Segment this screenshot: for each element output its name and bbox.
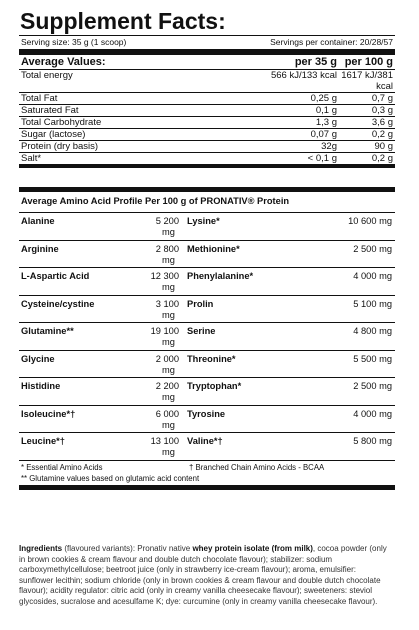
nutrient-per-100g [339, 70, 395, 93]
amino-value-left-number: 3 100 [155, 298, 179, 309]
amino-name-right: Phenylalanine* [187, 271, 254, 281]
nutrition-row [19, 105, 395, 117]
amino-row [19, 241, 395, 269]
amino-name-left: L-Aspartic Acid [21, 271, 90, 281]
supplement-facts-panel [19, 8, 395, 168]
nutrition-row [19, 129, 395, 141]
nutrient-name: Total Fat [19, 93, 220, 105]
amino-value-left-unit: mg [162, 282, 175, 292]
amino-name-right: Tyrosine [187, 408, 226, 419]
amino-row [19, 406, 395, 434]
nutrient-per-100g: 90 g [339, 141, 395, 153]
amino-value-right: 2 500 mg [353, 381, 392, 391]
nutrient-name: Sugar (lactose) [19, 129, 220, 141]
nutrient-per-serving: 32g [220, 141, 339, 153]
amino-value-right: 4 000 mg [353, 271, 392, 281]
amino-name-left: Glycine [21, 353, 55, 364]
amino-value-left-number: 19 100 [150, 326, 179, 336]
nutrient-name: Salt* [19, 153, 220, 167]
nutrition-header-row [19, 55, 395, 70]
nutrient-per-100g: 3,6 g [339, 117, 395, 129]
nutrient-per-100g: 0,7 g [339, 93, 395, 105]
nutrition-row [19, 117, 395, 129]
bcaa-note: † Branched Chain Amino Acids - BCAA [189, 462, 325, 472]
amino-name-left: Glutamine** [21, 326, 74, 336]
amino-value-left [125, 296, 184, 323]
average-values-label: Average Values: [19, 55, 220, 70]
amino-value-left [125, 268, 184, 295]
amino-row [19, 296, 395, 324]
col-per-serving: per 35 g [220, 55, 339, 70]
col-per-100g: per 100 g [339, 55, 395, 70]
amino-value-left-number: 2 000 [155, 353, 179, 364]
amino-value-right: 5 500 mg [353, 353, 392, 364]
nutrient-per-serving: 0,25 g [220, 93, 339, 105]
amino-value-right: 2 500 mg [353, 243, 392, 254]
ingredients-rest: , cocoa powder (only in brown cookies & cream flavour and double dutch chocolate flavour); stabilizer: sodium carboxymethylcellulose; beetroot juice (only in strawberry ice-cream flavour); aroma, emulsifier: sunflower lecithin; sodium chloride (only in brown cookies & cream flavour and double dutch chocolate flavour); acidity regulator: citric acid (only in creamy vanilla cheesecake flavour); sweeteners: steviol glycosides, sucralose and acesulfame K; dye: curcumine (only in creamy vanilla cheesecake flavour). [19, 544, 387, 606]
nutrient-name: Protein (dry basis) [19, 141, 220, 153]
amino-value-left [125, 378, 184, 405]
amino-value-left-unit: mg [162, 419, 175, 430]
amino-acid-table [19, 213, 395, 461]
amino-value-left-unit: mg [162, 337, 175, 347]
amino-name-left: Isoleucine*† [21, 408, 76, 419]
ingredients-label: Ingredients [19, 544, 63, 553]
panel-title: Supplement Facts: [19, 8, 395, 36]
ingredients-bold: whey protein isolate (from milk) [192, 544, 313, 553]
amino-row [19, 351, 395, 379]
amino-name-right: Valine*† [187, 436, 223, 446]
amino-name-right: Methionine* [187, 243, 240, 254]
amino-name-right: Tryptophan* [187, 381, 242, 391]
amino-name-left: Histidine [21, 381, 61, 391]
nutrient-per-100g: 0,2 g [339, 153, 395, 167]
serving-size: Serving size: 35 g (1 scoop) [21, 37, 127, 47]
nutrient-per-serving: 0,07 g [220, 129, 339, 141]
notes-line [21, 462, 393, 473]
nutrient-name: Total energy [19, 70, 220, 93]
essential-note: * Essential Amino Acids [21, 462, 103, 472]
amino-value-left [125, 323, 184, 350]
amino-value-left [125, 351, 184, 378]
glutamine-note: ** Glutamine values based on glutamic acid content [21, 473, 200, 483]
servings-per-container: Servings per container: 20/28/57 [270, 37, 393, 47]
nutrient-name: Total Carbohydrate [19, 117, 220, 129]
amino-row [19, 268, 395, 296]
nutrition-row [19, 153, 395, 167]
amino-name-left: Arginine [21, 243, 59, 254]
amino-value-left-number: 6 000 [155, 408, 179, 419]
amino-value-left [125, 241, 184, 268]
nutrition-table [19, 55, 395, 168]
amino-row [19, 378, 395, 406]
nutrient-per-100g: 0,2 g [339, 129, 395, 141]
amino-row [19, 213, 395, 241]
amino-value-left-unit: mg [162, 254, 175, 265]
amino-value-left-number: 5 200 [155, 216, 179, 226]
nutrient-per-serving: 0,1 g [220, 105, 339, 117]
amino-value-left-unit: mg [162, 392, 175, 402]
amino-value-right: 4 800 mg [353, 326, 392, 336]
amino-value-right: 5 100 mg [353, 298, 392, 309]
amino-value-left-number: 2 800 [155, 243, 179, 254]
nutrient-per-serving: 1,3 g [220, 117, 339, 129]
nutrient-name: Saturated Fat [19, 105, 220, 117]
energy-value: 1617 kJ/381 [341, 70, 393, 81]
amino-value-left-number: 12 300 [150, 271, 179, 281]
amino-value-left-unit: mg [162, 364, 175, 375]
nutrition-row [19, 141, 395, 153]
amino-value-left-unit: mg [162, 447, 175, 457]
serving-info [19, 36, 395, 55]
amino-name-right: Threonine* [187, 353, 236, 364]
amino-name-left: Alanine [21, 216, 55, 226]
amino-name-right: Prolin [187, 298, 214, 309]
nutrition-row [19, 70, 395, 93]
amino-acid-title: Average Amino Acid Profile Per 100 g of PRONATIV® Protein [19, 192, 395, 213]
ingredients-pre: (flavoured variants): Pronativ native [64, 544, 191, 553]
amino-name-right: Lysine* [187, 216, 220, 226]
amino-value-left-unit: mg [162, 227, 175, 237]
amino-name-left: Leucine*† [21, 436, 65, 446]
amino-value-right: 10 600 mg [348, 216, 392, 226]
amino-name-right: Serine [187, 326, 216, 336]
nutrition-row [19, 93, 395, 105]
amino-value-right: 5 800 mg [353, 436, 392, 446]
energy-unit: kcal [376, 81, 393, 92]
ingredients-text [19, 544, 391, 607]
amino-name-left: Cysteine/cystine [21, 298, 95, 309]
nutrient-per-serving: < 0,1 g [220, 153, 339, 167]
amino-value-left [125, 433, 184, 460]
amino-notes [19, 461, 395, 490]
amino-value-left [125, 406, 184, 433]
amino-value-left-unit: mg [162, 309, 175, 320]
amino-row [19, 323, 395, 351]
amino-value-left-number: 2 200 [155, 381, 179, 391]
nutrient-per-serving: 566 kJ/133 kcal [220, 70, 339, 93]
amino-acid-section [19, 187, 395, 490]
amino-value-left-number: 13 100 [150, 436, 179, 446]
amino-value-right: 4 000 mg [353, 408, 392, 419]
amino-value-left [125, 213, 184, 240]
nutrient-per-100g: 0,3 g [339, 105, 395, 117]
amino-row [19, 433, 395, 461]
